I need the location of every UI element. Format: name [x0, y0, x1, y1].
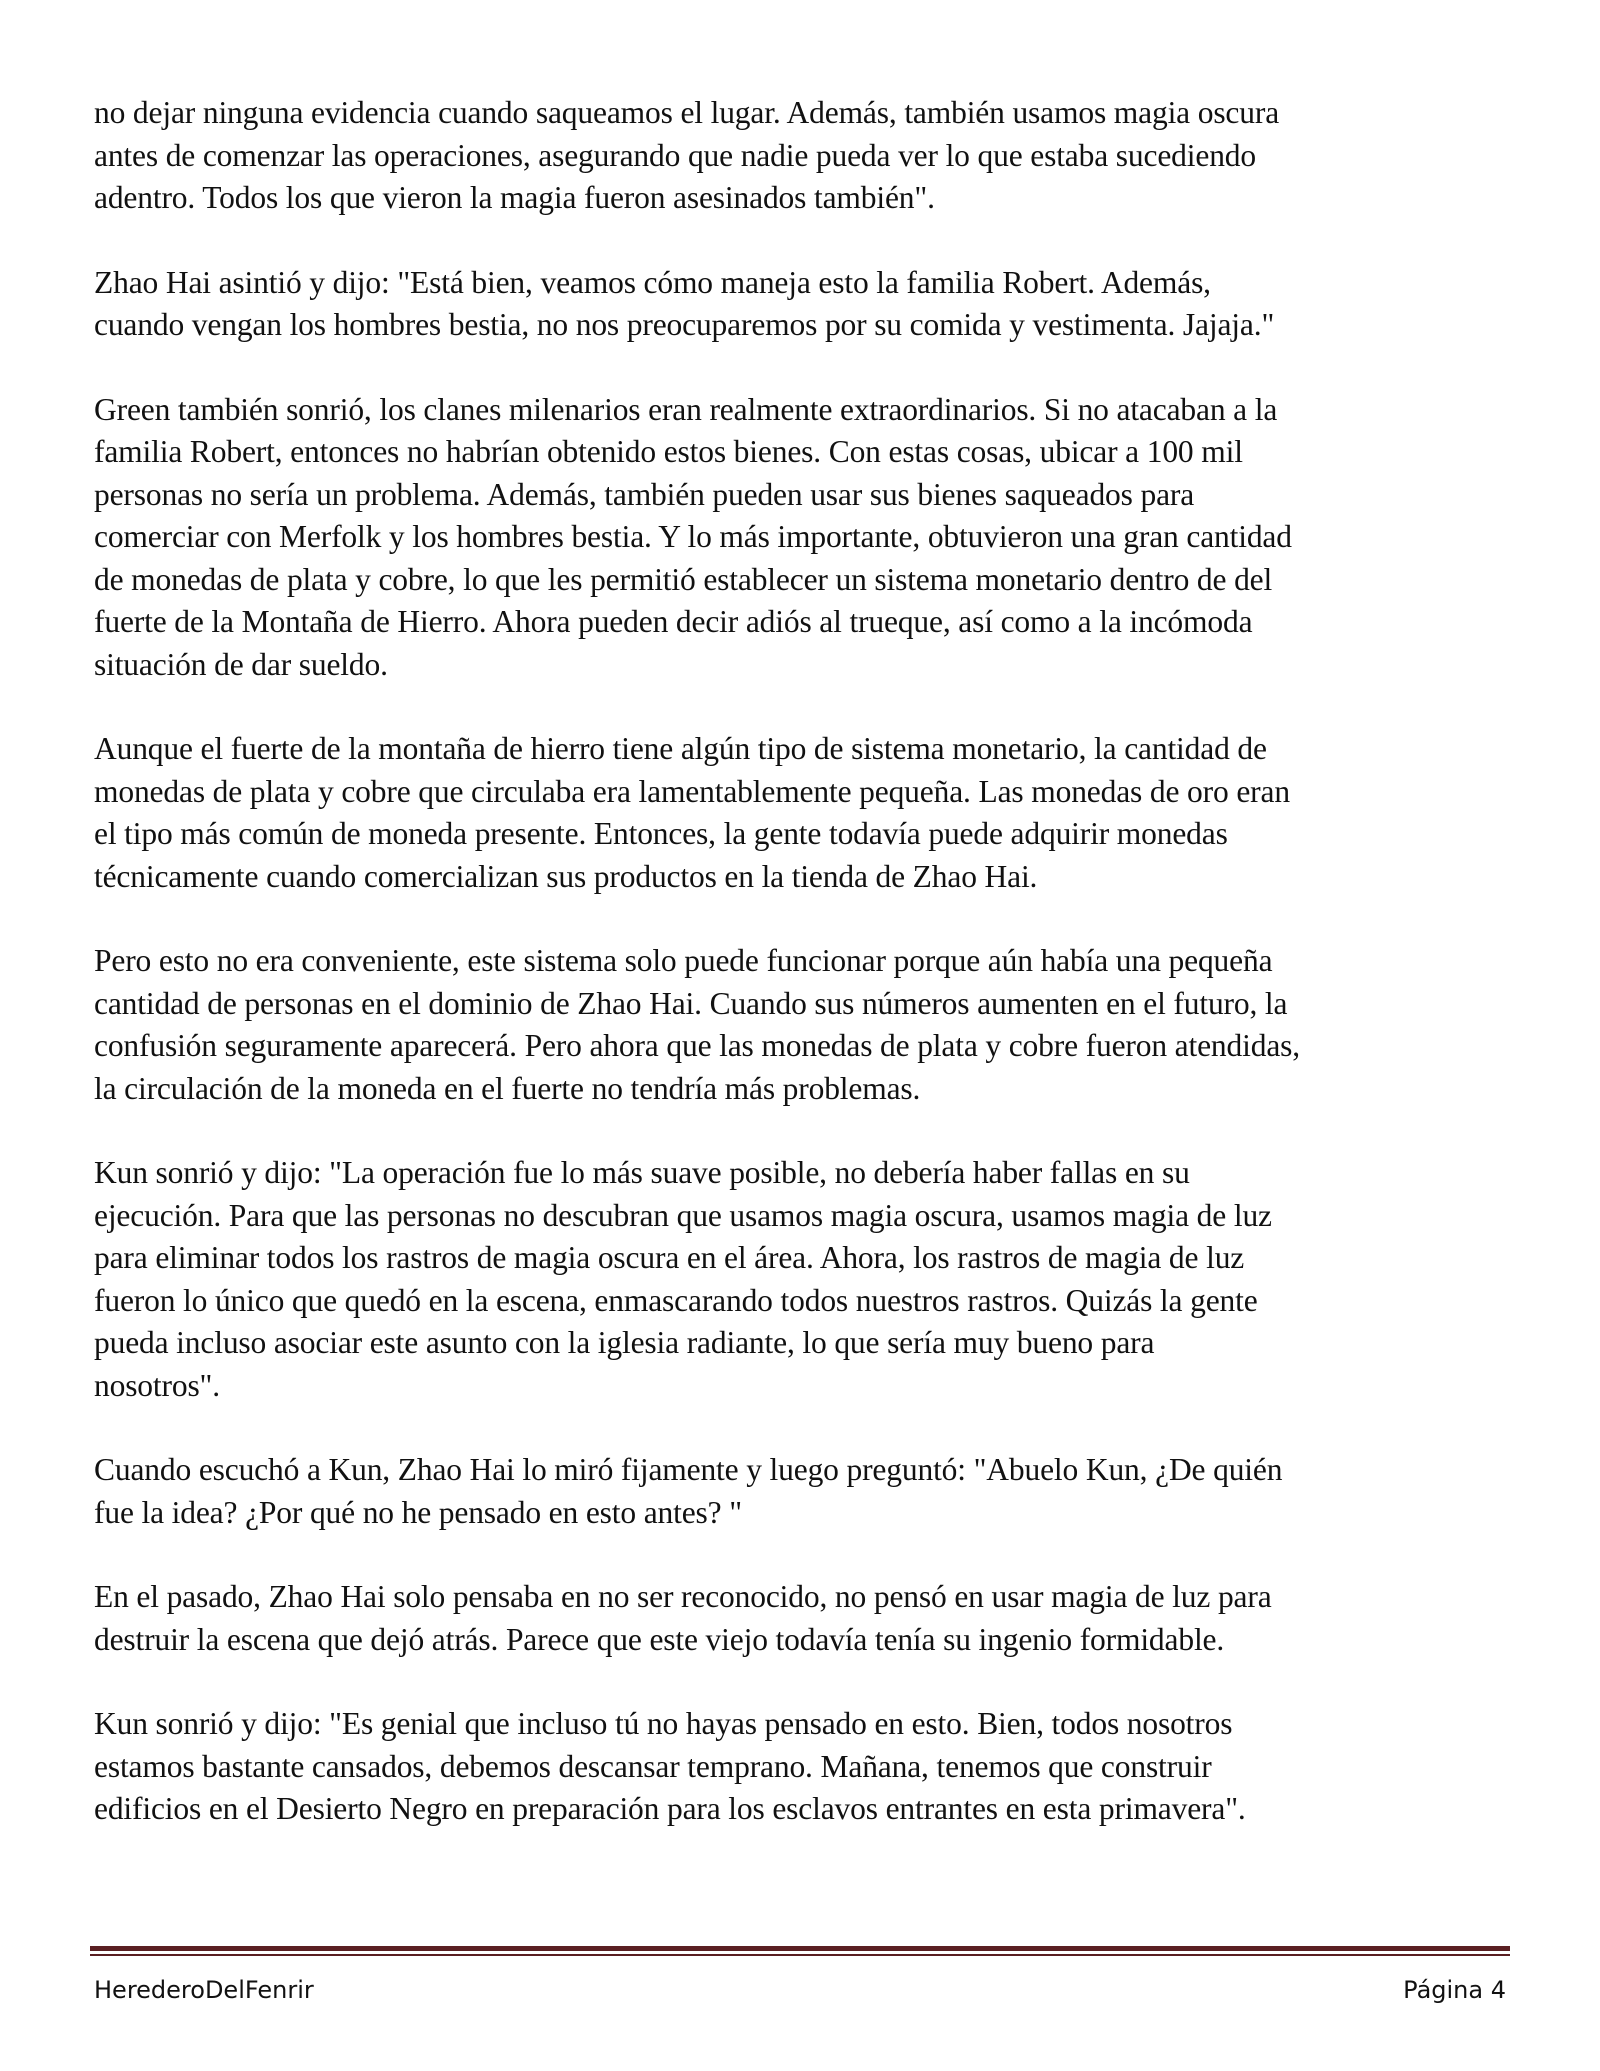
text-line: cantidad de personas en el dominio de Zhao Hai. Cuando sus números aumenten en el futuro, la: [94, 985, 1288, 1021]
text-line: cuando vengan los hombres bestia, no nos preocuparemos por su comida y vestimenta. Jajaja.": [94, 307, 1275, 342]
paragraph: [94, 1703, 1514, 1831]
text-line: comerciar con Merfolk y los hombres bestia. Y lo más importante, obtuvieron una gran cantidad: [94, 519, 1292, 554]
page-number: Página 4: [1403, 1976, 1506, 2004]
text-line: Green también sonrió, los clanes milenarios eran realmente extraordinarios. Si no atacaban a la: [94, 391, 1278, 427]
text-line: Kun sonrió y dijo: "La operación fue lo más suave posible, no debería haber fallas en su: [94, 1155, 1190, 1190]
paragraph: [94, 92, 1514, 220]
text-line: técnicamente cuando comercializan sus productos en la tienda de Zhao Hai.: [94, 858, 1038, 894]
text-line: no dejar ninguna evidencia cuando saqueamos el lugar. Además, también usamos magia oscura: [94, 95, 1280, 130]
paragraph: [94, 262, 1514, 347]
footer-divider-thin: [90, 1954, 1510, 1956]
paragraph: [94, 728, 1514, 898]
text-line: edificios en el Desierto Negro en preparación para los esclavos entrantes en esta primavera".: [94, 1791, 1246, 1826]
text-line: En el pasado, Zhao Hai solo pensaba en no ser reconocido, no pensó en usar magia de luz para: [94, 1579, 1272, 1614]
text-line: Kun sonrió y dijo: "Es genial que incluso tú no hayas pensado en esto. Bien, todos nosotros: [94, 1706, 1233, 1741]
text-line: fueron lo único que quedó en la escena, enmascarando todos nuestros rastros. Quizás la gente: [94, 1282, 1258, 1318]
paragraph: [94, 389, 1514, 687]
footer-divider: [90, 1946, 1510, 1956]
text-line: monedas de plata y cobre que circulaba era lamentablemente pequeña. Las monedas de oro eran: [94, 773, 1290, 809]
paragraph: [94, 1152, 1514, 1407]
text-line: ejecución. Para que las personas no descubran que usamos magia oscura, usamos magia de luz: [94, 1197, 1272, 1233]
footer-divider-thick: [90, 1946, 1510, 1951]
text-line: confusión seguramente aparecerá. Pero ahora que las monedas de plata y cobre fueron atendidas,: [94, 1028, 1301, 1063]
paragraph: [94, 940, 1514, 1110]
text-line: antes de comenzar las operaciones, asegurando que nadie pueda ver lo que estaba sucediendo: [94, 137, 1256, 173]
text-line: Cuando escuchó a Kun, Zhao Hai lo miró fijamente y luego preguntó: "Abuelo Kun, ¿De quién: [94, 1452, 1283, 1487]
paragraph: [94, 1449, 1514, 1534]
text-line: familia Robert, entonces no habrían obtenido estos bienes. Con estas cosas, ubicar a 100 mil: [94, 434, 1243, 469]
text-line: nosotros".: [94, 1367, 220, 1403]
body-text: [94, 92, 1514, 1873]
text-line: Aunque el fuerte de la montaña de hierro tiene algún tipo de sistema monetario, la cantidad de: [94, 731, 1267, 766]
paragraph: [94, 1576, 1514, 1661]
text-line: la circulación de la moneda en el fuerte no tendría más problemas.: [94, 1070, 921, 1106]
text-line: para eliminar todos los rastros de magia oscura en el área. Ahora, los rastros de magia de luz: [94, 1240, 1245, 1275]
text-line: el tipo más común de moneda presente. Entonces, la gente todavía puede adquirir monedas: [94, 816, 1228, 851]
text-line: de monedas de plata y cobre, lo que les permitió establecer un sistema monetario dentro de del: [94, 561, 1273, 597]
text-line: adentro. Todos los que vieron la magia fueron asesinados también".: [94, 180, 935, 215]
text-line: situación de dar sueldo.: [94, 646, 388, 682]
text-line: pueda incluso asociar este asunto con la iglesia radiante, lo que sería muy bueno para: [94, 1325, 1155, 1360]
footer-author: HerederoDelFenrir: [94, 1976, 314, 2004]
text-line: fuerte de la Montaña de Hierro. Ahora pueden decir adiós al trueque, así como a la incómoda: [94, 604, 1253, 639]
text-line: destruir la escena que dejó atrás. Parece que este viejo todavía tenía su ingenio formidable.: [94, 1621, 1225, 1657]
text-line: personas no sería un problema. Además, también pueden usar sus bienes saqueados para: [94, 476, 1195, 512]
text-line: Zhao Hai asintió y dijo: "Está bien, veamos cómo maneja esto la familia Robert. Además,: [94, 264, 1211, 300]
text-line: fue la idea? ¿Por qué no he pensado en esto antes? ": [94, 1494, 742, 1530]
text-line: Pero esto no era conveniente, este sistema solo puede funcionar porque aún había una pequeña: [94, 943, 1273, 978]
text-line: estamos bastante cansados, debemos descansar temprano. Mañana, tenemos que construir: [94, 1748, 1212, 1784]
